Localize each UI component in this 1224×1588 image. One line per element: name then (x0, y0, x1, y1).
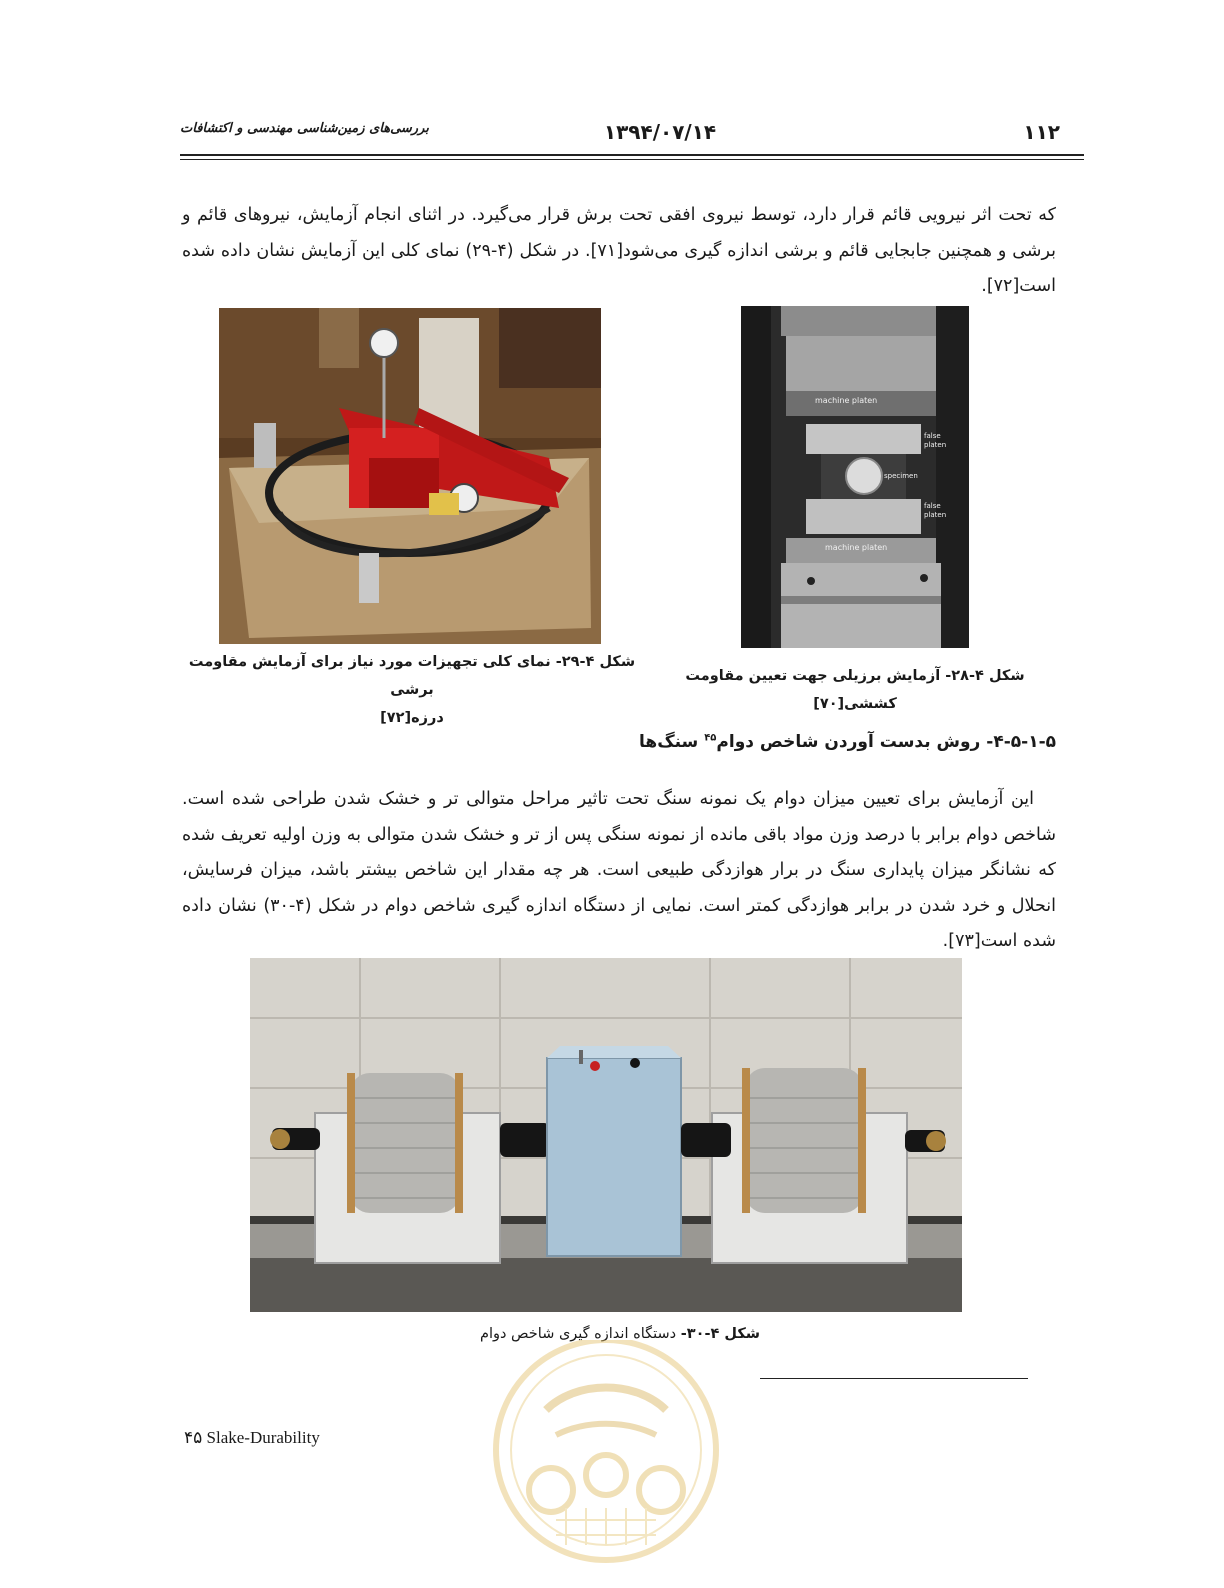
label-false-platen-bottom-1: false (924, 502, 941, 510)
figure-29-photo (219, 308, 601, 644)
footnote (184, 1428, 320, 1448)
journal-title: بررسی‌های زمین‌شناسی مهندسی و اکتشافات (180, 121, 429, 136)
figure-28-photo (741, 306, 969, 648)
footnote-text: Slake-Durability (206, 1428, 320, 1447)
label-false-platen-bottom-2: platen (924, 511, 947, 519)
footnote-number: ۴۵ (184, 1428, 203, 1447)
section-heading (600, 732, 1056, 752)
header-date: ۱۳۹۴/۰۷/۱۴ (603, 120, 717, 144)
body-paragraph-2: این آزمایش برای تعیین میزان دوام یک نمونه سنگ تحت تاثیر مراحل متوالی تر و خشک شدن طراحی شده است. شاخص دوام برابر با درصد وزن مواد باقی مانده از نمونه سنگی پس از تر و خشک شدن متوالی به وزن اولیه تعریف شده که نشانگر میزان پایداری سنگ در برار هوازدگی طبیعی است. هر چه مقدار این شاخص بیشتر باشد، میزان فرسایش، انحلال و خرد شدن در برابر هوازدگی کمتر است. نمایی از دستگاه اندازه گیری شاخص دوام در شکل (۴-۳۰) نشان داده شده است[۷۳]. (182, 789, 1056, 951)
figure-30-caption-label: شکل ۴-۳۰- (680, 1326, 761, 1342)
label-false-platen-top-2: platen (924, 441, 947, 449)
footnote-rule (760, 1378, 1028, 1379)
body-paragraph-1: که تحت اثر نیرویی قائم قرار دارد، توسط نیروی افقی تحت برش قرار می‌گیرد. در اثنای انجام آزمایش، نیروهای قائم و برشی و همچنین جابجایی قائم و برشی اندازه گیری می‌شود[۷۱]. در شکل (۴-۲۹) نمای کلی این آزمایش نشان داده شده است[۷۲]. (182, 205, 1056, 296)
figure-29-caption-line1: شکل ۴-۲۹- نمای کلی تجهیزات مورد نیاز برای آزمایش مقاومت برشی (188, 654, 636, 698)
label-machine-platen-top: machine platen (815, 396, 878, 405)
watermark-logo (486, 1340, 726, 1584)
label-machine-platen-bottom: machine platen (825, 543, 888, 552)
page-number: ۱۱۲ (1023, 120, 1060, 144)
heading-footnote-mark: ۴۵ (704, 732, 717, 744)
section-heading-text: ۴-۵-۱-۵- روش بدست آوردن شاخص دوام (716, 732, 1056, 752)
section-heading-suffix: سنگ‌ها (639, 732, 705, 752)
label-false-platen-top-1: false (924, 432, 941, 440)
figure-30-photo (250, 958, 962, 1312)
label-specimen: specimen (884, 472, 918, 480)
figure-29-caption-line2: درزه[۷۲] (380, 710, 444, 726)
header-rule (180, 154, 1084, 156)
figure-28-caption: شکل ۴-۲۸- آزمایش برزیلی جهت تعیین مقاومت کششی[۷۰] (685, 668, 1025, 712)
figure-30-caption-text: دستگاه اندازه گیری شاخص دوام (479, 1326, 681, 1342)
header-rule-thin (180, 159, 1084, 160)
figure-29-caption (186, 648, 638, 732)
